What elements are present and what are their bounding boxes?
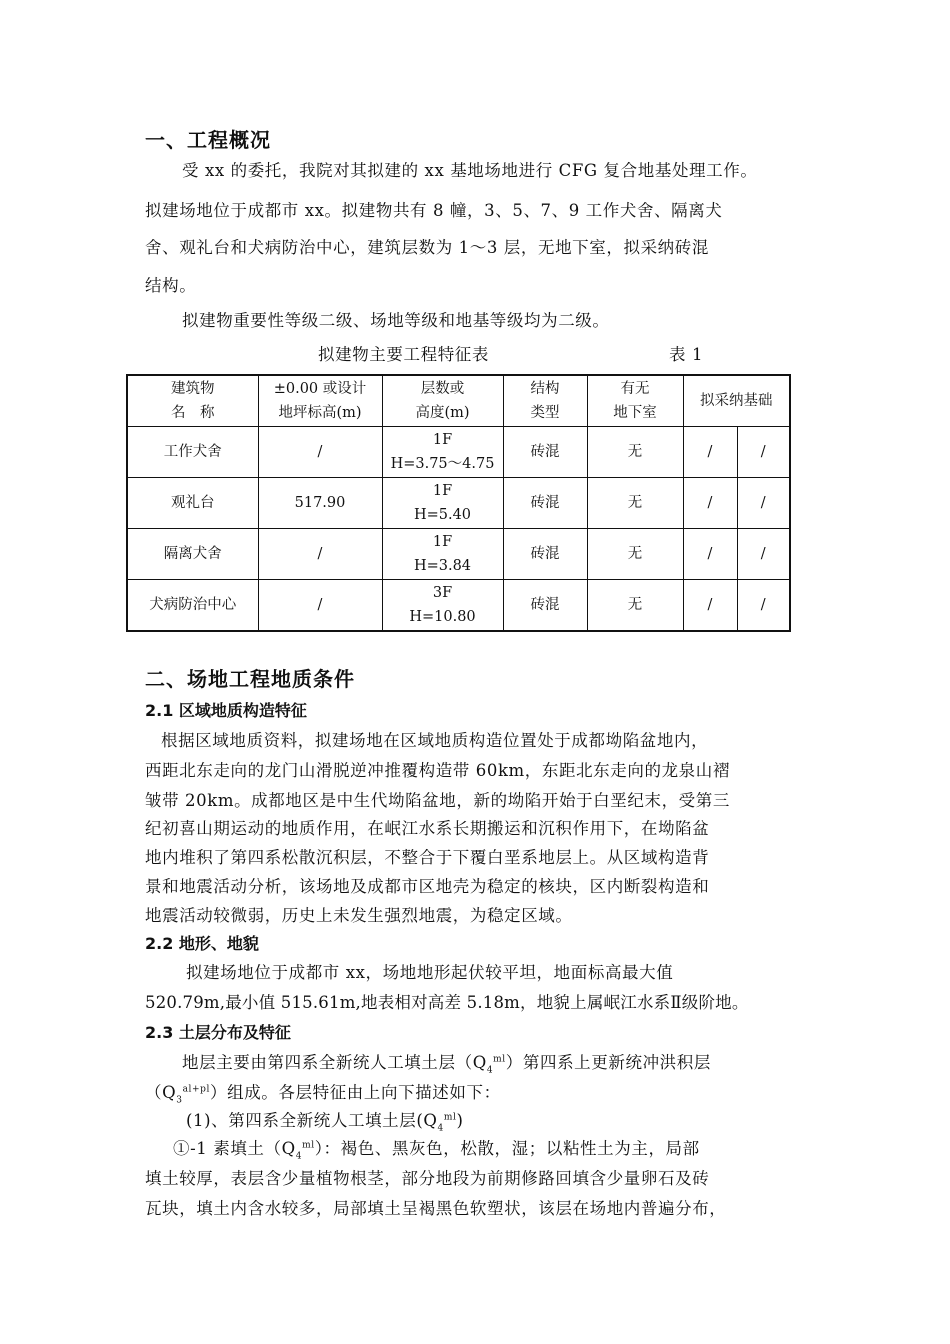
subsection-2-1-title: 2.1 区域地质构造特征 xyxy=(145,701,307,720)
cell-foundation-1: / xyxy=(683,478,737,529)
cell-name: 观礼台 xyxy=(127,478,258,529)
terrain-line2: 520.79m,最小值 515.61m,地表相对高差 5.18m，地貌上属岷江水系Ⅱ级阶地。 xyxy=(145,993,749,1012)
section2-title: 二、场地工程地质条件 xyxy=(145,667,355,691)
header-floors: 层数或 高度(m) xyxy=(382,375,503,427)
section1-para1-line3: 舍、观礼台和犬病防治中心，建筑层数为 1～3 层，无地下室，拟采纳砖混 xyxy=(145,238,709,257)
table-row xyxy=(127,427,790,478)
region-geology-line7: 地震活动较微弱，历史上未发生强烈地震，为稳定区域。 xyxy=(145,906,573,925)
cell-elevation: / xyxy=(258,427,382,478)
cell-foundation-1: / xyxy=(683,427,737,478)
header-structure: 结构 类型 xyxy=(503,375,587,427)
cell-name: 隔离犬舍 xyxy=(127,529,258,580)
section1-para1-line2: 拟建场地位于成都市 xx。拟建物共有 8 幢，3、5、7、9 工作犬舍、隔离犬 xyxy=(145,201,723,220)
cell-elevation: / xyxy=(258,529,382,580)
cell-name: 工作犬舍 xyxy=(127,427,258,478)
strata-line2: $(Q_3^{al+pl})$组成。各层特征由上向下描述如下： xyxy=(145,1083,501,1106)
header-building: 建筑物 名 称 xyxy=(127,375,258,427)
section1-title: 一、工程概况 xyxy=(145,128,271,152)
cell-name: 犬病防治中心 xyxy=(127,580,258,632)
region-geology-line6: 景和地震活动分析，该场地及成都市区地壳为稳定的核块，区内断裂构造和 xyxy=(145,877,710,896)
strata-line3: (1)、第四系全新统人工填土层$(Q_4^{ml})$ xyxy=(186,1111,464,1134)
cell-structure: 砖混 xyxy=(503,580,587,632)
region-geology-line2: 西距北东走向的龙门山滑脱逆冲推覆构造带 60km，东距北东走向的龙泉山褶 xyxy=(145,761,730,780)
strata-line6: 瓦块，填土内含水较多，局部填土呈褐黑色软塑状，该层在场地内普遍分布， xyxy=(145,1199,727,1218)
cell-structure: 砖混 xyxy=(503,478,587,529)
table-number: 表 1 xyxy=(669,345,704,364)
section1-para1-line4: 结构。 xyxy=(145,276,197,295)
strata-line4: ①-1 素填土$(Q_4^{ml})$：褐色、黑灰色，松散，湿；以粘性土为主，局部 xyxy=(173,1139,700,1162)
cell-elevation: / xyxy=(258,580,382,632)
cell-foundation-1: / xyxy=(683,580,737,632)
cell-basement: 无 xyxy=(587,580,683,632)
terrain-line1: 拟建场地位于成都市 xx，场地地形起伏较平坦，地面标高最大值 xyxy=(186,963,674,982)
region-geology-line5: 地内堆积了第四系松散沉积层，不整合于下覆白垩系地层上。从区域构造背 xyxy=(145,848,710,867)
strata-line1: 地层主要由第四系全新统人工填土层$(Q_4^{ml})$第四系上更新统冲洪积层 xyxy=(182,1053,711,1076)
cell-floors: 1F H=3.84 xyxy=(382,529,503,580)
table-row xyxy=(127,478,790,529)
section1-para1-line1: 受 xx 的委托，我院对其拟建的 xx 基地场地进行 CFG 复合地基处理工作。 xyxy=(182,161,758,180)
cell-floors: 1F H=5.40 xyxy=(382,478,503,529)
subsection-2-3-title: 2.3 土层分布及特征 xyxy=(145,1023,291,1042)
cell-basement: 无 xyxy=(587,529,683,580)
cell-foundation-2: / xyxy=(737,478,790,529)
region-geology-line3: 皱带 20km。成都地区是中生代坳陷盆地，新的坳陷开始于白垩纪末，受第三 xyxy=(145,791,730,810)
cell-basement: 无 xyxy=(587,427,683,478)
table-header-row xyxy=(127,375,790,427)
strata-line5: 填土较厚，表层含少量植物根茎，部分地段为前期修路回填含少量卵石及砖 xyxy=(145,1169,710,1188)
header-elevation: ±0.00 或设计 地坪标高(m) xyxy=(258,375,382,427)
header-foundation: 拟采纳基础 xyxy=(683,375,790,427)
subsection-2-2-title: 2.2 地形、地貌 xyxy=(145,934,259,953)
table-row xyxy=(127,529,790,580)
cell-foundation-1: / xyxy=(683,529,737,580)
cell-foundation-2: / xyxy=(737,529,790,580)
cell-basement: 无 xyxy=(587,478,683,529)
cell-floors: 1F H=3.75～4.75 xyxy=(382,427,503,478)
region-geology-line4: 纪初喜山期运动的地质作用，在岷江水系长期搬运和沉积作用下，在坳陷盆 xyxy=(145,819,710,838)
cell-elevation: 517.90 xyxy=(258,478,382,529)
cell-foundation-2: / xyxy=(737,580,790,632)
header-basement: 有无 地下室 xyxy=(587,375,683,427)
table-caption: 拟建物主要工程特征表 xyxy=(318,345,489,364)
section1-para2: 拟建物重要性等级二级、场地等级和地基等级均为二级。 xyxy=(182,311,610,330)
cell-structure: 砖混 xyxy=(503,427,587,478)
cell-floors: 3F H=10.80 xyxy=(382,580,503,632)
table-row xyxy=(127,580,790,632)
engineering-features-table xyxy=(126,374,791,632)
region-geology-line1: 根据区域地质资料，拟建场地在区域地质构造位置处于成都坳陷盆地内， xyxy=(161,731,709,750)
cell-foundation-2: / xyxy=(737,427,790,478)
cell-structure: 砖混 xyxy=(503,529,587,580)
